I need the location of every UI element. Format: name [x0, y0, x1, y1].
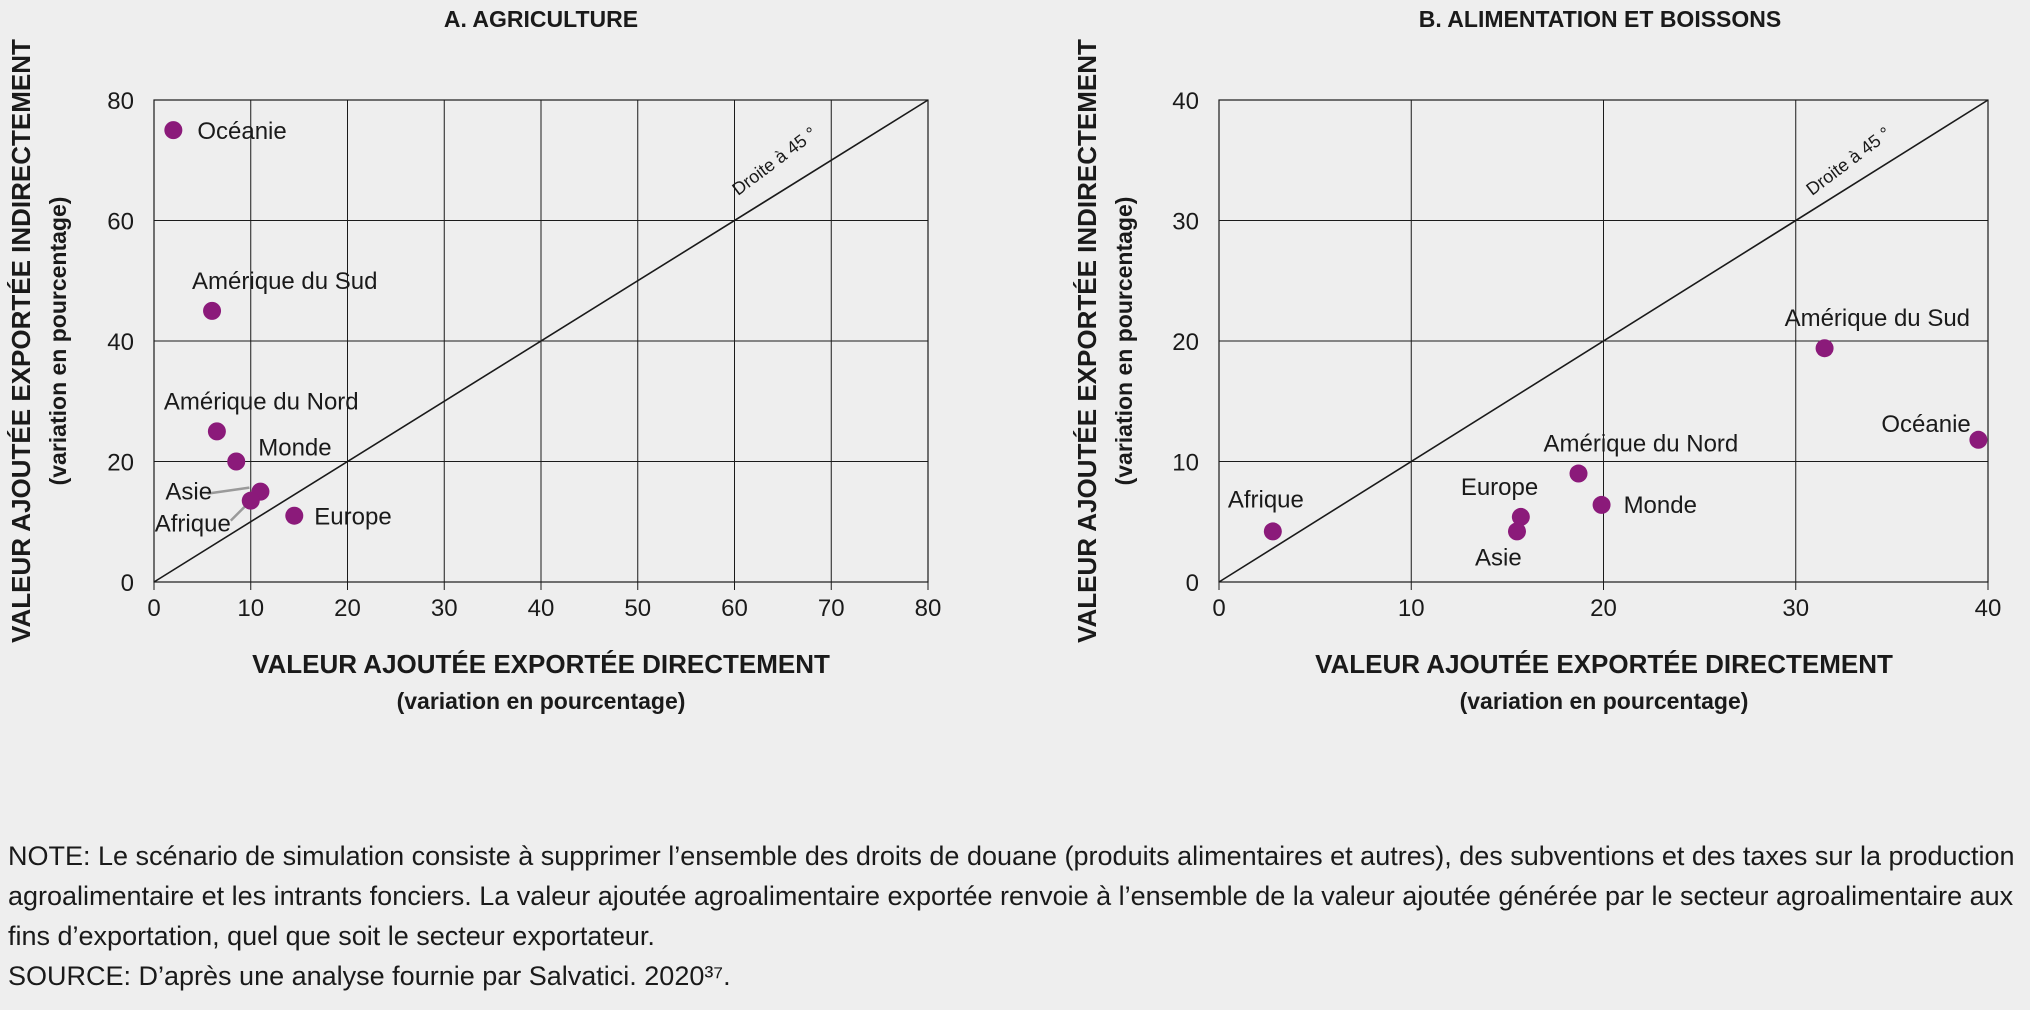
label-leader-line [207, 488, 249, 494]
point-label: Amérique du Sud [192, 267, 378, 295]
point-label: Afrique [1227, 486, 1304, 514]
y-tick-label: 0 [1185, 570, 1199, 597]
data-point [227, 453, 245, 471]
data-point [203, 302, 221, 320]
x-tick-label: 20 [334, 595, 361, 622]
data-point [1969, 431, 1987, 449]
data-point [1816, 339, 1834, 357]
label-leader-line [231, 505, 247, 521]
data-point [1570, 465, 1588, 483]
y-tick-label: 40 [107, 329, 134, 356]
point-label: Asie [165, 478, 213, 506]
x-tick-label: 0 [1212, 595, 1226, 622]
x-tick-label: 0 [147, 595, 161, 622]
point-label: Asie [1474, 544, 1522, 572]
x-tick-label: 70 [817, 595, 845, 622]
data-point [1264, 522, 1282, 540]
x-tick-label: 80 [914, 595, 942, 622]
x-tick-label: 60 [721, 595, 748, 622]
point-label: Europe [314, 503, 392, 531]
data-point [242, 492, 260, 510]
data-point [164, 121, 182, 139]
reference-line-label: Droite à 45 ° [728, 123, 821, 200]
x-axis-sublabel: (variation en pourcentage) [396, 688, 686, 714]
point-label: Océanie [197, 118, 287, 146]
y-axis-sublabel: (variation en pourcentage) [45, 196, 71, 486]
y-tick-label: 80 [107, 88, 134, 115]
y-tick-label: 60 [107, 208, 134, 236]
x-tick-label: 30 [430, 595, 458, 622]
scatter-panel-b [1072, 6, 2001, 714]
x-tick-label: 10 [237, 595, 265, 622]
data-point [1508, 522, 1526, 540]
panel-title: B. ALIMENTATION ET BOISSONS [1418, 6, 1782, 32]
y-axis-label: VALEUR AJOUTÉE EXPORTÉE INDIRECTEMENT [1072, 39, 1102, 643]
point-label: Amérique du Nord [1543, 430, 1739, 458]
x-tick-label: 20 [1590, 595, 1617, 622]
point-label: Océanie [1881, 410, 1971, 438]
y-axis-label: VALEUR AJOUTÉE EXPORTÉE INDIRECTEMENT [6, 39, 36, 643]
y-tick-label: 10 [1172, 449, 1199, 477]
y-tick-label: 0 [120, 570, 134, 597]
panel-title: A. AGRICULTURE [443, 6, 639, 32]
x-tick-label: 30 [1782, 595, 1810, 622]
x-tick-label: 10 [1397, 595, 1425, 622]
y-axis-sublabel: (variation en pourcentage) [1111, 196, 1137, 486]
x-axis-label: VALEUR AJOUTÉE EXPORTÉE DIRECTEMENT [1315, 649, 1893, 679]
point-label: Europe [1460, 473, 1539, 501]
point-label: Amérique du Sud [1784, 305, 1971, 333]
scatter-panel-a [6, 6, 941, 714]
y-tick-label: 40 [1172, 88, 1199, 115]
y-tick-label: 20 [107, 449, 134, 477]
y-tick-label: 30 [1172, 208, 1199, 236]
y-tick-label: 20 [1172, 329, 1199, 356]
point-label: Afrique [154, 510, 231, 538]
reference-line-label: Droite à 45 ° [1802, 123, 1895, 200]
x-axis-sublabel: (variation en pourcentage) [1459, 688, 1749, 714]
x-axis-label: VALEUR AJOUTÉE EXPORTÉE DIRECTEMENT [252, 649, 830, 679]
x-tick-label: 40 [527, 595, 555, 622]
point-label: Amérique du Nord [163, 388, 359, 416]
point-label: Monde [258, 434, 332, 462]
footnotes [8, 836, 2023, 996]
data-point [1593, 496, 1611, 514]
data-point [285, 507, 303, 525]
x-tick-label: 40 [1974, 595, 2002, 622]
note-text: NOTE: Le scénario de simulation consiste à supprimer l’ensemble des droits de douane (produits alimentaires et autres), des subventions et des taxes sur la production agroalimentaire et les intrants fonciers. La valeur ajoutée agroalimentaire exportée renvoie à l’ensemble de la valeur ajoutée générée par le secteur agroalimentaire aux fins d’exportation, quel que soit le secteur exportateur. [8, 841, 2015, 951]
source-text: SOURCE: D’après une analyse fournie par Salvatici. 2020³⁷. [8, 961, 731, 991]
point-label: Monde [1623, 491, 1697, 519]
x-tick-label: 50 [624, 595, 652, 622]
data-point [208, 422, 226, 440]
